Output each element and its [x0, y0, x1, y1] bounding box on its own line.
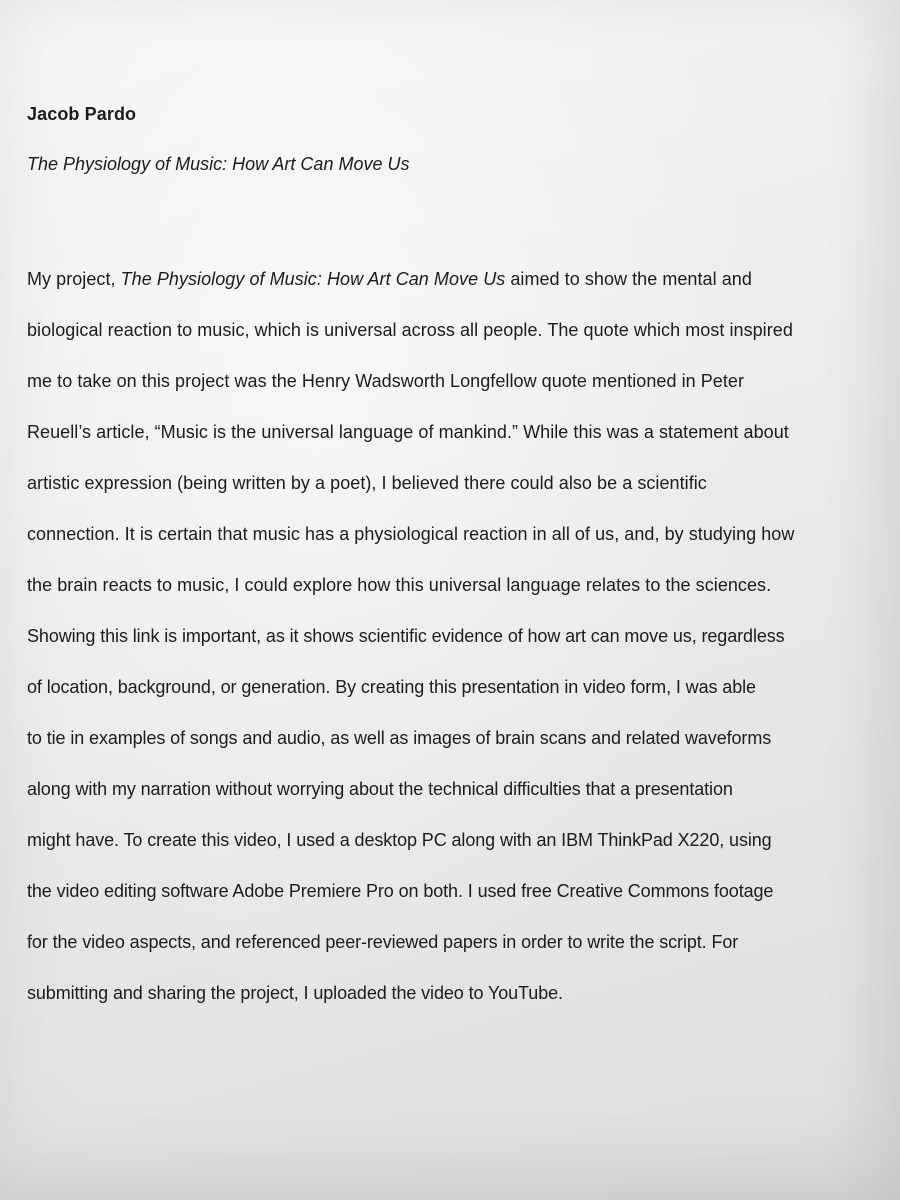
text-line: artistic expression (being written by a poet), I believed there could also be a scientific: [27, 473, 707, 493]
text-line: to tie in examples of songs and audio, as well as images of brain scans and related waveforms: [27, 728, 772, 748]
text-line: me to take on this project was the Henry Wadsworth Longfellow quote mentioned in Peter: [27, 371, 745, 391]
text-line: submitting and sharing the project, I uploaded the video to YouTube.: [27, 983, 563, 1003]
text-line: connection. It is certain that music has a physiological reaction in all of us, and, by studying how: [27, 524, 795, 544]
author-name: Jacob Pardo: [27, 104, 137, 124]
document-title: The Physiology of Music: How Art Can Move Us: [27, 154, 410, 174]
line-suffix: aimed to show the mental and: [505, 269, 752, 289]
text-line: for the video aspects, and referenced peer-reviewed papers in order to write the script. For: [27, 932, 739, 952]
text-line: along with my narration without worrying about the technical difficulties that a presentation: [27, 779, 733, 799]
text-line: biological reaction to music, which is universal across all people. The quote which most inspired: [27, 320, 793, 340]
text-line: [27, 259, 847, 310]
text-line: might have. To create this video, I used a desktop PC along with an IBM ThinkPad X220, using: [27, 830, 772, 850]
text-line: the brain reacts to music, I could explore how this universal language relates to the sciences.: [27, 575, 772, 595]
text-line: the video editing software Adobe Premiere Pro on both. I used free Creative Commons footage: [27, 881, 774, 901]
text-line: Reuell’s article, “Music is the universal language of mankind.” While this was a statement about: [27, 422, 789, 442]
line-prefix: My project,: [27, 269, 121, 289]
text-line: of location, background, or generation. By creating this presentation in video form, I was able: [27, 677, 756, 697]
essay-paragraph: [27, 259, 847, 1024]
text-line: Showing this link is important, as it shows scientific evidence of how art can move us, regardless: [27, 626, 785, 646]
title-reference: The Physiology of Music: How Art Can Move Us: [120, 269, 506, 289]
